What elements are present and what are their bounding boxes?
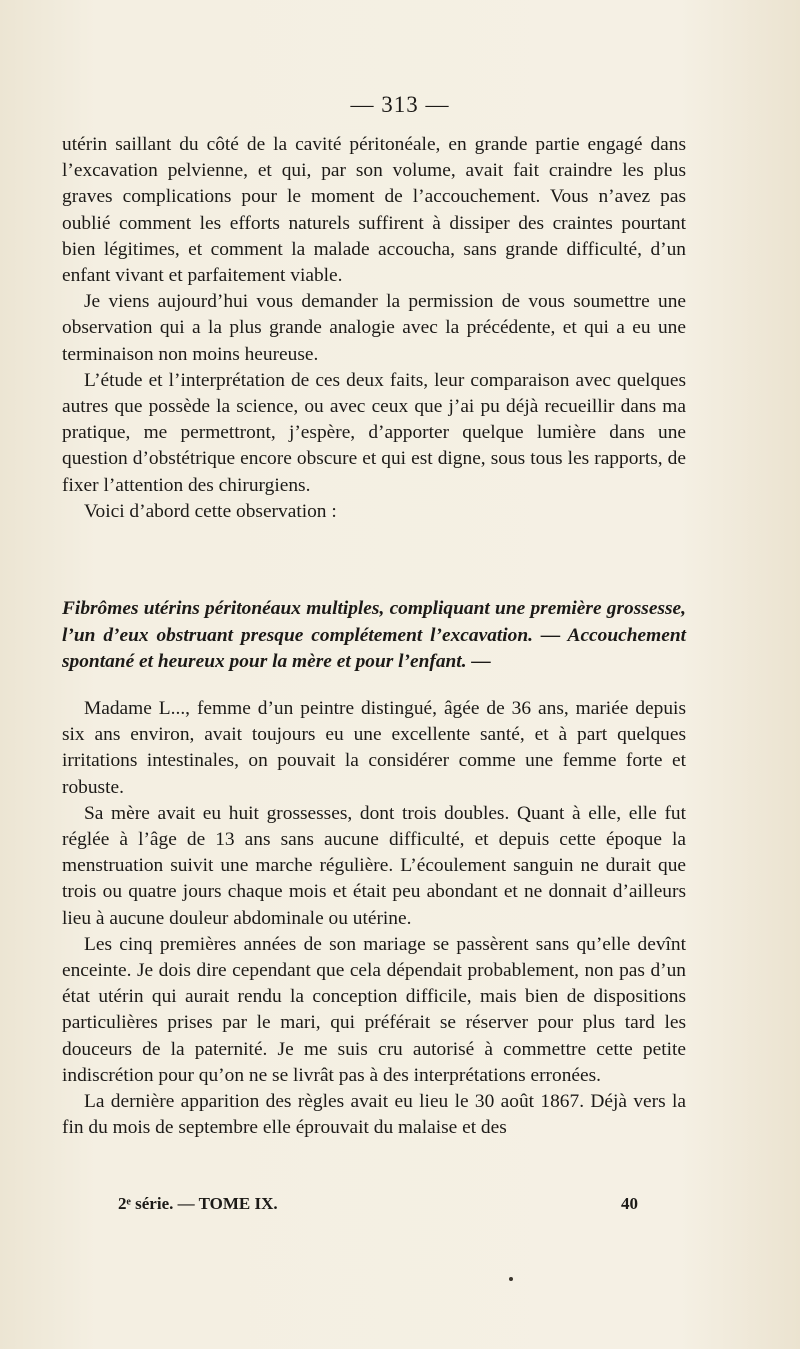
observation-title: Fibrômes utérins péritonéaux multiples, compliquant une première grossesse, l’un d’eux obstruant presque complétement l’excavation. — Accouchement spontané et heureux pour la mère et pour l’enfant. — <box>62 598 686 672</box>
series-signature: 2ᵉ série. — TOME IX. <box>118 1194 278 1213</box>
paragraph: Je viens aujourd’hui vous demander la permission de vous soumettre une observation qui a la plus grande analogie avec la précédente, et qui a eu une terminaison non moins heureuse. <box>62 291 686 365</box>
paragraph: Sa mère avait eu huit grossesses, dont trois doubles. Quant à elle, elle fut réglée à l’âge de 13 ans sans aucune difficulté, et depuis cette époque la menstruation suivit une marche régulière. L’écoulement sanguin ne durait que trois ou quatre jours chaque mois et était peu abondant et ne donnait d’ailleurs lieu à aucune douleur abdominale ou utérine. <box>62 802 686 929</box>
paragraph-continuation: utérin saillant du côté de la cavité péritonéale, en grande partie engagé dans l’excavation pelvienne, et qui, par son volume, avait fait craindre les plus graves complications pour le moment de l’accouchement. Vous n’avez pas oublié comment les efforts naturels suffirent à dissiper des craintes pourtant bien légitimes, et comment la malade accoucha, sans grande difficulté, d’un enfant vivant et parfaitement viable. <box>62 134 686 287</box>
paragraph: Madame L..., femme d’un peintre distingué, âgée de 36 ans, mariée depuis six ans environ, avait toujours eu une excellente santé, et à part quelques irritations intestinales, on pouvait la considérer comme une femme forte et robuste. <box>62 698 686 798</box>
paragraph: Les cinq premières années de son mariage se passèrent sans qu’elle devînt enceinte. Je dois dire cependant que cela dépendait probablement, non pas d’un état utérin qui aurait rendu la conception difficile, mais bien de dispositions particulières prises par le mari, qui préférait se réserver pour plus tard les douceurs de la paternité. Je me suis cru autorisé à commettre cette petite indiscrétion pour qu’on ne se livrât pas à des interprétations erronées. <box>62 933 686 1086</box>
paragraph: Voici d’abord cette observation : <box>84 500 337 522</box>
body-text <box>62 132 686 525</box>
observation-text <box>62 696 686 1141</box>
paragraph: La dernière apparition des règles avait eu lieu le 30 août 1867. Déjà vers la fin du mois de septembre elle éprouvait du malaise et des <box>62 1091 686 1139</box>
gathering-signature: 40 <box>621 1194 638 1213</box>
page-number: — 313 — <box>350 92 450 117</box>
paragraph: L’étude et l’interprétation de ces deux faits, leur comparaison avec quelques autres que possède la science, ou avec ceux que j’ai pu déjà recueillir dans ma pratique, me permettront, j’espère, d’apporter quelque lumière dans une question d’obstétrique encore obscure et qui est digne, sous tous les rapports, de fixer l’attention des chirurgiens. <box>62 369 686 496</box>
ink-speck <box>509 1277 513 1281</box>
